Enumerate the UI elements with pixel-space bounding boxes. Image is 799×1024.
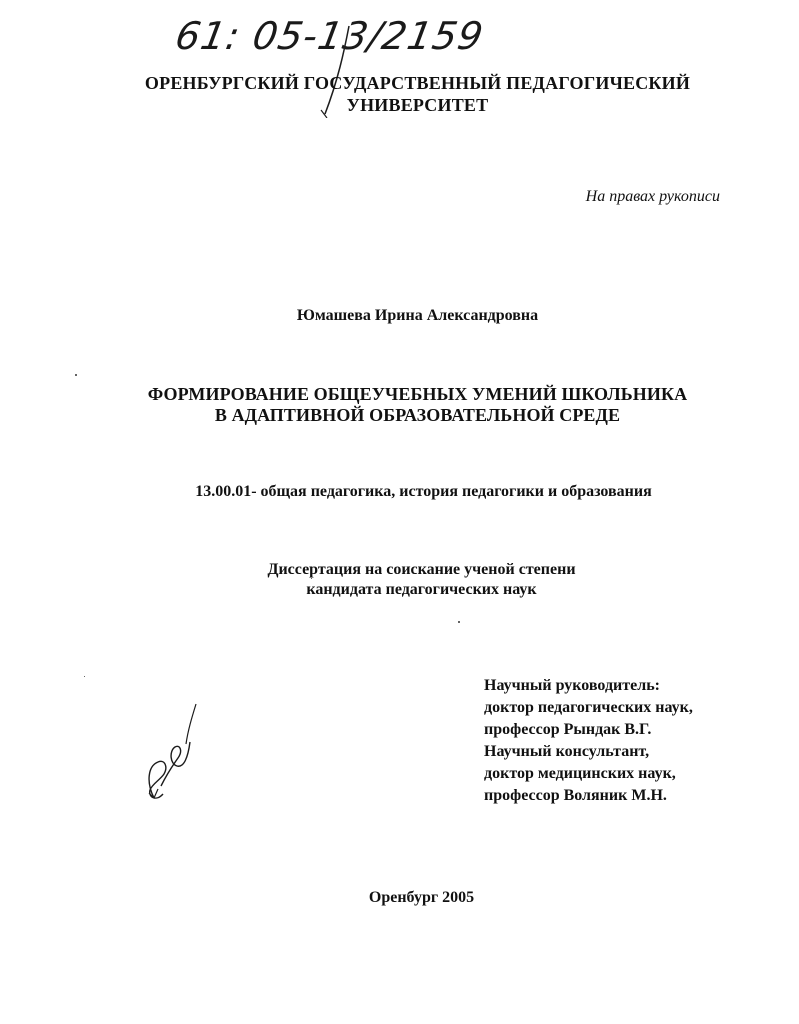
degree-line-1: Диссертация на соискание ученой степени — [267, 561, 576, 578]
title-line-2: В АДАПТИВНОЙ ОБРАЗОВАТЕЛЬНОЙ СРЕДЕ — [214, 405, 621, 425]
scan-dot — [458, 621, 460, 623]
supervisor-line-1: Научный руководитель: — [484, 677, 660, 694]
handwritten-archive-number — [172, 14, 488, 76]
author-name: Юмашева Ирина Александровна — [296, 307, 539, 324]
supervisor-line-2: доктор педагогических наук, — [484, 699, 693, 716]
rights-note: На правах рукописи — [585, 188, 720, 205]
dissertation-title — [18, 384, 799, 426]
supervisor-line-3: профессор Рындак В.Г. — [484, 721, 652, 738]
supervisors-block — [484, 675, 784, 807]
degree-line-2: кандидата педагогических наук — [306, 581, 537, 598]
consultant-line-3: профессор Воляник М.Н. — [484, 787, 667, 804]
consultant-line-1: Научный консультант, — [484, 743, 650, 760]
university-name — [18, 72, 799, 116]
specialty-code: 13.00.01- общая педагогика, история педагогики и образования — [195, 483, 652, 500]
university-line-2: УНИВЕРСИТЕТ — [346, 95, 489, 115]
scan-dot — [75, 374, 77, 376]
university-line-1: ОРЕНБУРГСКИЙ ГОСУДАРСТВЕННЫЙ ПЕДАГОГИЧЕСКИЙ — [144, 73, 691, 93]
degree-statement — [22, 560, 799, 600]
consultant-line-2: доктор медицинских наук, — [484, 765, 676, 782]
city-and-year: Оренбург 2005 — [368, 889, 475, 906]
scan-dot — [84, 676, 85, 677]
archive-code: 61: 05-13/2159 — [172, 14, 488, 58]
scan-dot — [311, 578, 312, 579]
title-line-1: ФОРМИРОВАНИЕ ОБЩЕУЧЕБНЫХ УМЕНИЙ ШКОЛЬНИКА — [147, 384, 688, 404]
handwritten-signature — [140, 700, 198, 810]
